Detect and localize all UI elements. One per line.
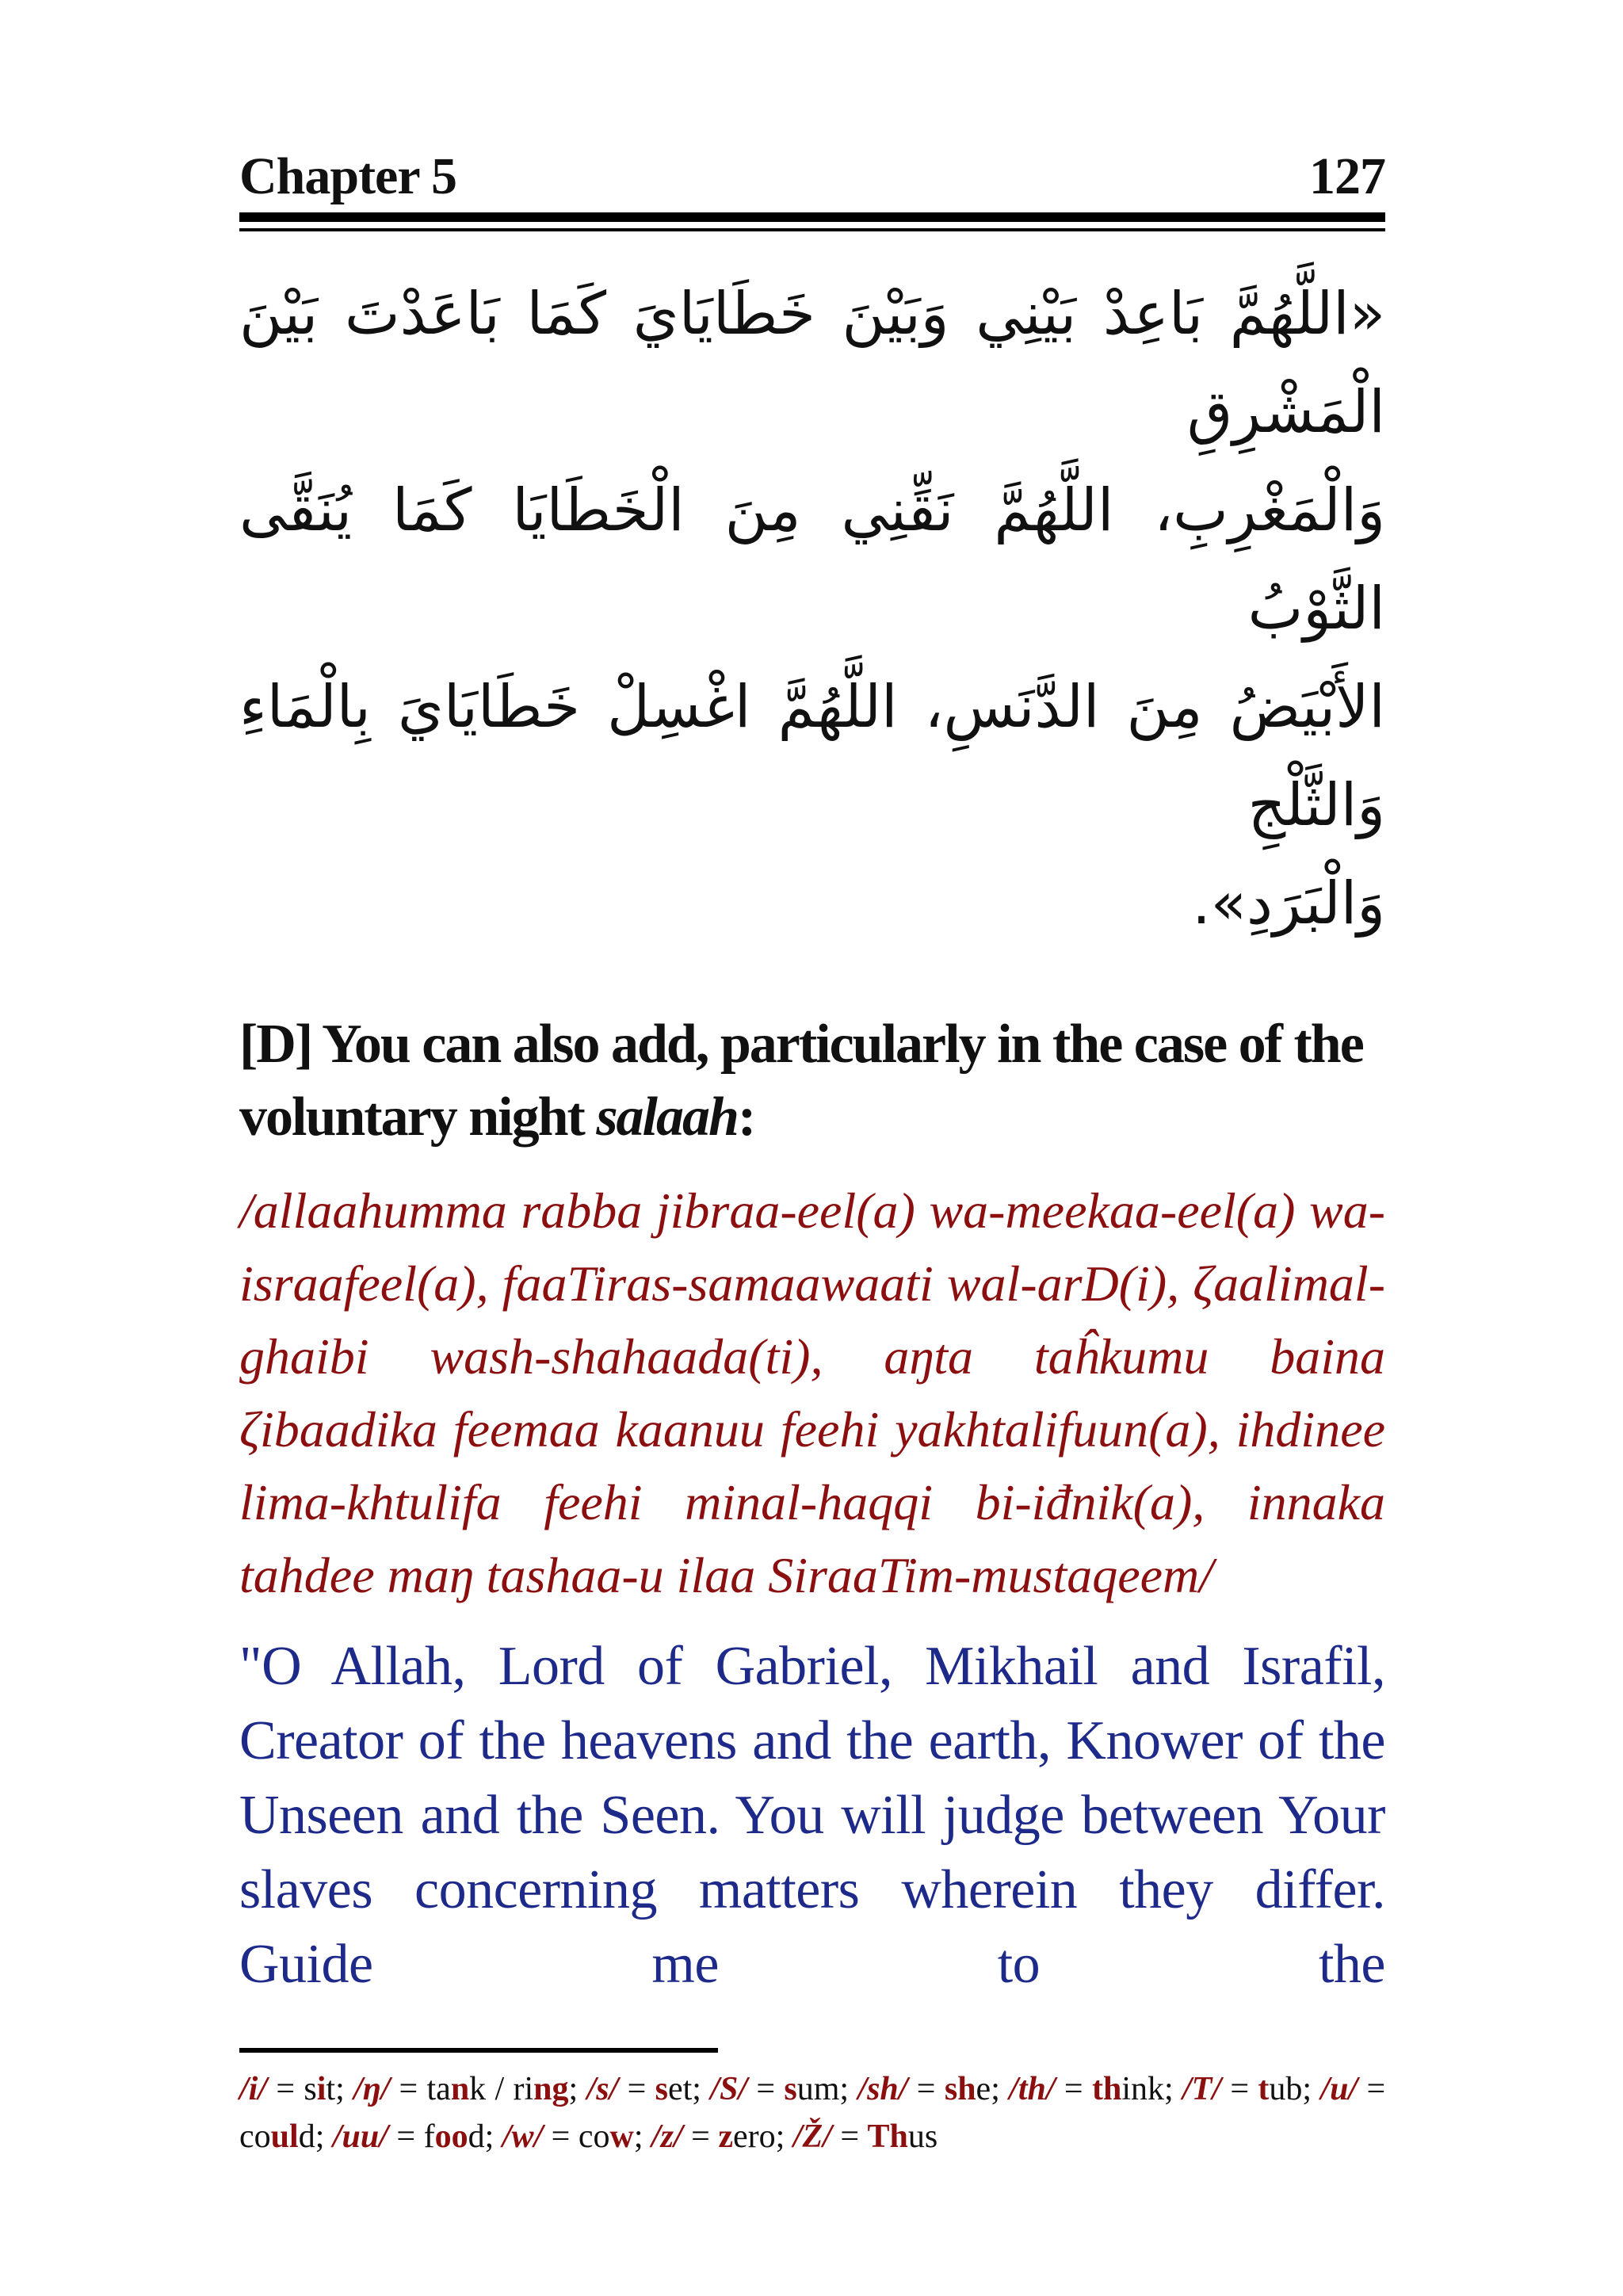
arabic-supplication — [239, 265, 1385, 953]
footnote-item: /w/ = cow — [502, 2118, 634, 2155]
footnote-item: /i/ = sit — [239, 2071, 336, 2107]
heading-text: [D] You can also add, particularly in the case of the voluntary night — [239, 1014, 1363, 1148]
heading-emphasis: salaah — [596, 1087, 738, 1148]
footnote-item: /z/ = zero — [651, 2118, 776, 2155]
arabic-line: وَالْبَرَدِ». — [1192, 869, 1385, 938]
footnote-highlight: Th — [867, 2118, 908, 2155]
arabic-line: «اللَّهُمَّ بَاعِدْ بَيْنِي وَبَيْنَ خَطَايَايَ كَمَا بَاعَدْتَ بَيْنَ الْمَشْرِقِ — [239, 280, 1385, 446]
footnote-highlight: i — [316, 2071, 327, 2107]
footnote-item: /uu/ = food — [332, 2118, 485, 2155]
footnote-item: /T/ = tub — [1182, 2071, 1303, 2107]
footnote-rule — [239, 2048, 718, 2053]
footnote-highlight: n — [450, 2071, 470, 2107]
footnote-key: /Ž/ — [792, 2118, 832, 2155]
footnote-item: /ŋ/ = tank / ring — [353, 2071, 569, 2107]
footnote-item: /u/ = could — [239, 2071, 1386, 2155]
section-heading — [239, 1008, 1385, 1154]
footnote-highlight: t — [1258, 2071, 1270, 2107]
page-number: 127 — [1309, 147, 1385, 205]
footnote-highlight: oo — [434, 2118, 468, 2155]
footnote-key: /S/ — [710, 2071, 747, 2107]
footnote-key: /s/ — [586, 2071, 619, 2107]
footnote-highlight: w — [609, 2118, 634, 2155]
arabic-line: وَالْمَغْرِبِ، اللَّهُمَّ نَقِّنِي مِنَ الْخَطَايَا كَمَا يُنَقَّى الثَّوْبُ — [239, 476, 1385, 643]
footnote-key: /th/ — [1009, 2071, 1056, 2107]
footnote-key: /w/ — [502, 2118, 544, 2155]
footnote-item: /Ž/ = Thus — [792, 2118, 938, 2155]
footnote-highlight: s — [655, 2071, 668, 2107]
header-rule-thin — [239, 228, 1385, 231]
book-page — [239, 147, 1386, 2160]
transliteration: /allaahumma rabba jibraa-eel(a) wa-meekaa-eel(a) wa-israafeel(a), faaTiras-samaawaati wal-arD(i), ζaalimal-ghaibi wash-shahaada(ti), aŋta taĥkumu baina ζibaadika feemaa kaanuu feehi yakhtalifuun(a), ihdinee lima-khtulifa feehi minal-haqqi bi-iđnik(a), innaka tahdee maŋ tashaa-u ilaa SiraaTim-mustaqeem/ — [239, 1182, 1385, 1603]
heading-colon: : — [737, 1087, 755, 1148]
footnote-highlight: s — [784, 2071, 797, 2107]
running-header — [239, 147, 1385, 212]
footnote-item: /sh/ = she — [857, 2071, 991, 2107]
footnote-highlight: th — [1091, 2071, 1122, 2107]
header-rule-thick — [239, 212, 1385, 222]
arabic-line: الأَبْيَضُ مِنَ الدَّنَسِ، اللَّهُمَّ اغْسِلْ خَطَايَايَ بِالْمَاءِ وَالثَّلْجِ — [239, 673, 1385, 839]
footnote-item: /th/ = think — [1009, 2071, 1164, 2107]
footnotes: /i/ = sit; /ŋ/ = tank / ring; /s/ = set; /S/ = sum; /sh/ = she; /th/ = think; /T/ = tub; /u/ = could; /uu/ = food; /w/ = cow; /z/ = zero; /Ž/ = Thus — [239, 2071, 1386, 2155]
footnote-item: /S/ = sum — [710, 2071, 840, 2107]
chapter-title: Chapter 5 — [239, 147, 456, 205]
footnote-highlight: ng — [533, 2071, 569, 2107]
footnote-highlight: z — [718, 2118, 734, 2155]
footnote-highlight: ul — [270, 2118, 299, 2155]
footnote-item: /s/ = set — [586, 2071, 693, 2107]
footnote-key: /u/ — [1320, 2071, 1358, 2107]
footnote-key: /z/ — [651, 2118, 683, 2155]
footnote-key: /i/ — [239, 2071, 268, 2107]
translation: "O Allah, Lord of Gabriel, Mikhail and Israfil, Creator of the heavens and the earth, Knower of the Unseen and the Seen. You will judge between Your slaves concerning matters wherein they differ. Guide me to the — [239, 1636, 1385, 1995]
footnote-highlight: sh — [944, 2071, 976, 2107]
footnote-key: /sh/ — [857, 2071, 908, 2107]
footnote-key: /uu/ — [332, 2118, 388, 2155]
footnote-key: /T/ — [1182, 2071, 1222, 2107]
footnote-key: /ŋ/ — [353, 2071, 391, 2107]
